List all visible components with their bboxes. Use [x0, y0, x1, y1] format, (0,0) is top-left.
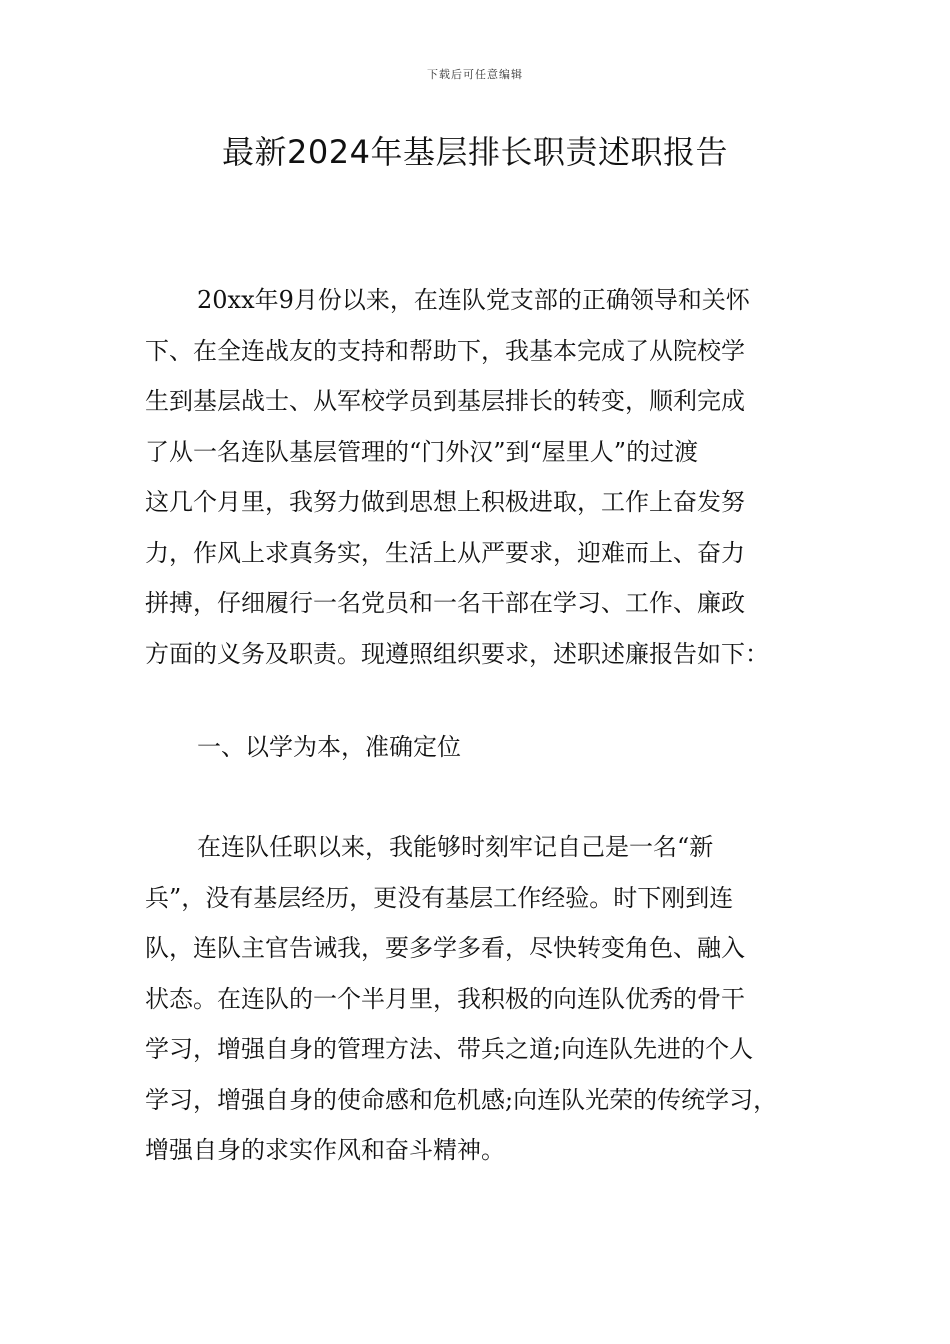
paragraph-line: 兵”，没有基层经历，更没有基层工作经验。时下刚到连 [145, 883, 734, 912]
document-title: 最新2024年基层排长职责述职报告 [222, 133, 728, 171]
section-heading [145, 722, 835, 773]
paragraph-intro [145, 275, 835, 679]
paragraph-line: 了从一名连队基层管理的“门外汉”到“屋里人”的过渡 [145, 437, 699, 466]
paragraph-line: 拼搏，仔细履行一名党员和一名干部在学习、工作、廉政 [145, 589, 745, 617]
paragraph-line: 状态。在连队的一个半月里，我积极的向连队优秀的骨干 [145, 984, 745, 1013]
paragraph-line: 队，连队主官告诫我，要多学多看，尽快转变角色、融入 [145, 934, 745, 962]
paragraph-line: 学习，增强自身的管理方法、带兵之道;向连队先进的个人 [145, 1035, 754, 1063]
paragraph-line: 下、在全连战友的支持和帮助下，我基本完成了从院校学 [145, 336, 745, 365]
paragraph-line: 学习，增强自身的使命感和危机感;向连队光荣的传统学习， [145, 1085, 778, 1114]
paragraph-line: 20xx年9月份以来，在连队党支部的正确领导和关怀 [197, 286, 750, 314]
paragraph-line: 这几个月里，我努力做到思想上积极进取，工作上奋发努 [145, 488, 745, 516]
paragraph-line: 生到基层战士、从军校学员到基层排长的转变，顺利完成 [145, 387, 745, 415]
section-heading-text: 一、以学为本，准确定位 [197, 733, 461, 761]
paragraph-line: 在连队任职以来，我能够时刻牢记自己是一名“新 [197, 833, 714, 861]
paragraph-line: 方面的义务及职责。现遵照组织要求，述职述廉报告如下： [145, 639, 769, 668]
header-note: 下载后可任意编辑 [427, 68, 523, 81]
paragraph-line: 力，作风上求真务实，生活上从严要求，迎难而上、奋力 [145, 538, 745, 567]
paragraph-section-1 [145, 822, 835, 1176]
paragraph-line: 增强自身的求实作风和奋斗精神。 [145, 1136, 505, 1164]
